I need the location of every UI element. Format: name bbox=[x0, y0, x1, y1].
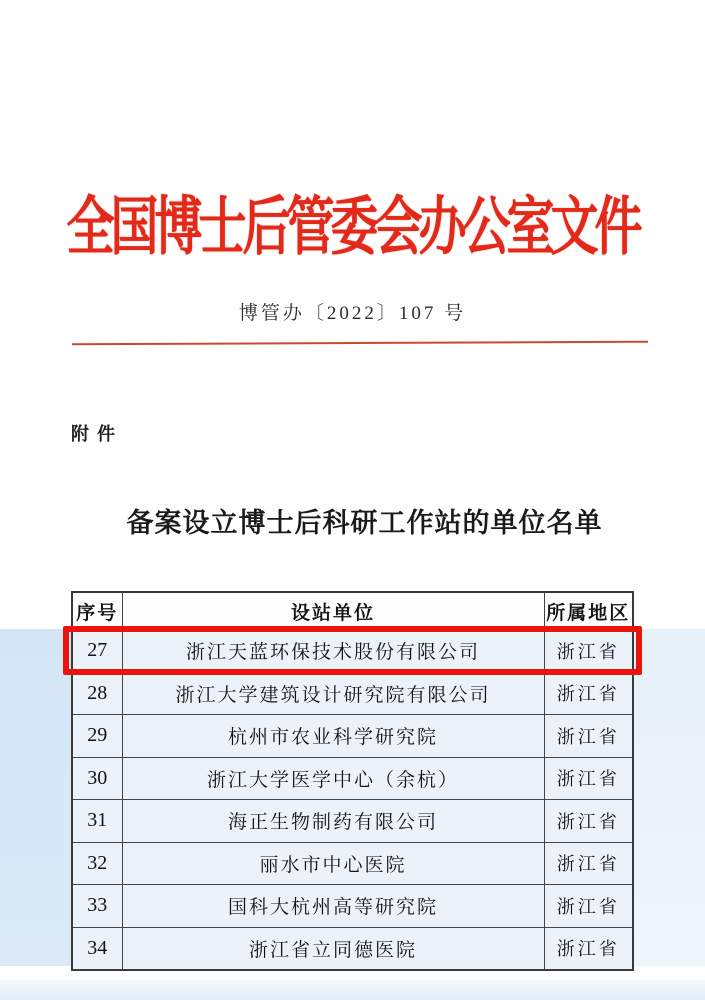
region-cell: 浙江省 bbox=[544, 842, 633, 885]
table-header-row bbox=[72, 592, 633, 630]
scan-tint-right-strip bbox=[634, 629, 705, 966]
header-unit: 设站单位 bbox=[122, 592, 544, 630]
unit-name-cell: 浙江大学医学中心（余杭） bbox=[122, 757, 544, 800]
table-row bbox=[72, 715, 633, 758]
unit-name-cell: 丽水市中心医院 bbox=[122, 842, 544, 885]
row-number-cell: 32 bbox=[72, 842, 122, 885]
document-title-text: 全国博士后管委会办公室文件 bbox=[66, 193, 639, 264]
table-header bbox=[72, 592, 633, 630]
table-body bbox=[72, 630, 633, 971]
red-divider-line bbox=[72, 341, 648, 346]
document-number: 博管办〔2022〕107 号 bbox=[238, 303, 467, 324]
table-row bbox=[72, 630, 633, 673]
region-cell: 浙江省 bbox=[544, 885, 633, 928]
region-cell: 浙江省 bbox=[544, 757, 633, 800]
unit-name-cell: 浙江天蓝环保技术股份有限公司 bbox=[122, 630, 544, 673]
region-cell: 浙江省 bbox=[544, 927, 633, 970]
region-cell: 浙江省 bbox=[544, 800, 633, 843]
document-title bbox=[0, 176, 705, 264]
table-row bbox=[72, 672, 633, 715]
region-cell: 浙江省 bbox=[544, 715, 633, 758]
row-number-cell: 31 bbox=[72, 800, 122, 843]
attachment-label: 附件 bbox=[71, 424, 123, 444]
header-no: 序号 bbox=[72, 592, 122, 630]
unit-name-cell: 浙江省立同德医院 bbox=[122, 927, 544, 970]
table-row bbox=[72, 885, 633, 928]
row-number-cell: 33 bbox=[72, 885, 122, 928]
header-region: 所属地区 bbox=[544, 592, 633, 630]
table-row bbox=[72, 757, 633, 800]
region-cell: 浙江省 bbox=[544, 672, 633, 715]
unit-name-cell: 杭州市农业科学研究院 bbox=[122, 715, 544, 758]
table-row bbox=[72, 842, 633, 885]
row-number-cell: 28 bbox=[72, 672, 122, 715]
scan-tint-bottom-band bbox=[0, 980, 705, 1000]
row-number-cell: 29 bbox=[72, 715, 122, 758]
unit-name-cell: 海正生物制药有限公司 bbox=[122, 800, 544, 843]
unit-name-cell: 浙江大学建筑设计研究院有限公司 bbox=[122, 672, 544, 715]
row-number-cell: 27 bbox=[72, 630, 122, 673]
table-row bbox=[72, 927, 633, 970]
region-cell: 浙江省 bbox=[544, 630, 633, 673]
row-number-cell: 34 bbox=[72, 927, 122, 970]
table-row bbox=[72, 800, 633, 843]
scan-tint-left-strip bbox=[0, 629, 71, 966]
row-number-cell: 30 bbox=[72, 757, 122, 800]
table-caption: 备案设立博士后科研工作站的单位名单 bbox=[126, 508, 603, 538]
units-table bbox=[71, 591, 634, 971]
unit-name-cell: 国科大杭州高等研究院 bbox=[122, 885, 544, 928]
